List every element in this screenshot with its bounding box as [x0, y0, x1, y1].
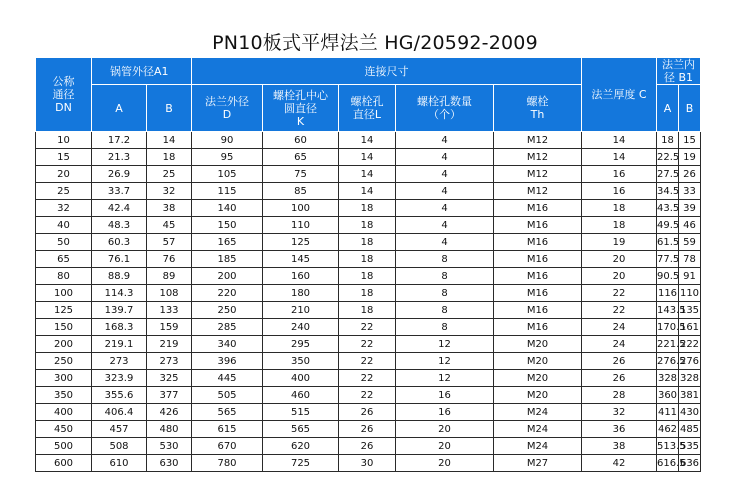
cell-flange-id-a: 49.5: [657, 217, 679, 234]
cell-pipe-od-a: 21.3: [92, 149, 147, 166]
cell-bolt-count: 20: [396, 438, 494, 455]
cell-bolt-circle: 565: [263, 421, 339, 438]
cell-flange-od: 150: [192, 217, 263, 234]
cell-bolt-thread: M27: [494, 455, 582, 472]
cell-bolt-thread: M12: [494, 183, 582, 200]
cell-flange-id-a: 411: [657, 404, 679, 421]
cell-flange-od: 340: [192, 336, 263, 353]
cell-flange-id-b: 535: [679, 438, 701, 455]
cell-flange-id-a: 616.5: [657, 455, 679, 472]
cell-flange-id-a: 143.5: [657, 302, 679, 319]
cell-flange-od: 105: [192, 166, 263, 183]
cell-bolt-hole: 18: [339, 302, 396, 319]
cell-bolt-count: 16: [396, 404, 494, 421]
cell-bolt-thread: M24: [494, 421, 582, 438]
cell-bolt-circle: 125: [263, 234, 339, 251]
cell-bolt-circle: 160: [263, 268, 339, 285]
cell-flange-id-b: 430: [679, 404, 701, 421]
cell-flange-id-a: 221.5: [657, 336, 679, 353]
cell-flange-od: 95: [192, 149, 263, 166]
cell-thickness: 14: [582, 132, 657, 149]
cell-bolt-hole: 18: [339, 200, 396, 217]
cell-flange-od: 250: [192, 302, 263, 319]
cell-bolt-circle: 75: [263, 166, 339, 183]
cell-bolt-thread: M16: [494, 217, 582, 234]
cell-dn: 350: [36, 387, 92, 404]
header-pipe-od-a: A: [92, 85, 147, 132]
table-row: [36, 302, 701, 319]
cell-bolt-count: 8: [396, 302, 494, 319]
cell-bolt-hole: 14: [339, 166, 396, 183]
cell-pipe-od-b: 273: [147, 353, 192, 370]
cell-bolt-count: 12: [396, 353, 494, 370]
cell-pipe-od-b: 108: [147, 285, 192, 302]
cell-bolt-hole: 22: [339, 387, 396, 404]
cell-pipe-od-b: 38: [147, 200, 192, 217]
table-row: [36, 370, 701, 387]
cell-thickness: 24: [582, 319, 657, 336]
cell-bolt-circle: 180: [263, 285, 339, 302]
cell-pipe-od-a: 88.9: [92, 268, 147, 285]
cell-flange-od: 780: [192, 455, 263, 472]
cell-bolt-count: 8: [396, 251, 494, 268]
cell-flange-id-b: 636: [679, 455, 701, 472]
cell-pipe-od-a: 457: [92, 421, 147, 438]
cell-flange-od: 670: [192, 438, 263, 455]
cell-dn: 150: [36, 319, 92, 336]
table-row: [36, 319, 701, 336]
cell-pipe-od-b: 159: [147, 319, 192, 336]
cell-bolt-thread: M16: [494, 234, 582, 251]
cell-bolt-circle: 60: [263, 132, 339, 149]
cell-bolt-count: 20: [396, 455, 494, 472]
cell-bolt-thread: M12: [494, 132, 582, 149]
cell-bolt-hole: 14: [339, 183, 396, 200]
cell-flange-id-b: 91: [679, 268, 701, 285]
cell-pipe-od-a: 219.1: [92, 336, 147, 353]
cell-flange-id-b: 39: [679, 200, 701, 217]
cell-thickness: 28: [582, 387, 657, 404]
cell-bolt-hole: 26: [339, 438, 396, 455]
header-flange-id: 法兰内径 B1: [657, 58, 701, 85]
cell-flange-id-a: 34.5: [657, 183, 679, 200]
cell-bolt-hole: 22: [339, 370, 396, 387]
cell-bolt-circle: 85: [263, 183, 339, 200]
cell-pipe-od-a: 48.3: [92, 217, 147, 234]
cell-bolt-thread: M20: [494, 336, 582, 353]
cell-pipe-od-a: 323.9: [92, 370, 147, 387]
cell-bolt-hole: 30: [339, 455, 396, 472]
cell-flange-od: 165: [192, 234, 263, 251]
cell-flange-id-a: 77.5: [657, 251, 679, 268]
header-pipe-od-b: B: [147, 85, 192, 132]
cell-bolt-thread: M12: [494, 149, 582, 166]
cell-bolt-hole: 18: [339, 217, 396, 234]
cell-flange-id-a: 18: [657, 132, 679, 149]
cell-bolt-thread: M16: [494, 302, 582, 319]
cell-dn: 40: [36, 217, 92, 234]
cell-bolt-hole: 22: [339, 336, 396, 353]
cell-flange-id-a: 22.5: [657, 149, 679, 166]
cell-flange-id-a: 61.5: [657, 234, 679, 251]
cell-bolt-circle: 460: [263, 387, 339, 404]
cell-bolt-count: 4: [396, 183, 494, 200]
cell-pipe-od-b: 25: [147, 166, 192, 183]
cell-bolt-count: 4: [396, 234, 494, 251]
cell-pipe-od-b: 530: [147, 438, 192, 455]
cell-flange-od: 200: [192, 268, 263, 285]
cell-bolt-hole: 22: [339, 353, 396, 370]
cell-bolt-circle: 240: [263, 319, 339, 336]
cell-flange-od: 445: [192, 370, 263, 387]
table-row: [36, 268, 701, 285]
cell-dn: 450: [36, 421, 92, 438]
page-title: PN10板式平焊法兰 HG/20592-2009: [212, 32, 538, 54]
cell-dn: 20: [36, 166, 92, 183]
cell-pipe-od-b: 630: [147, 455, 192, 472]
cell-bolt-count: 4: [396, 166, 494, 183]
table-body: [36, 132, 701, 472]
cell-flange-od: 505: [192, 387, 263, 404]
cell-bolt-circle: 725: [263, 455, 339, 472]
cell-bolt-count: 20: [396, 421, 494, 438]
cell-flange-id-a: 360: [657, 387, 679, 404]
cell-pipe-od-b: 57: [147, 234, 192, 251]
cell-dn: 400: [36, 404, 92, 421]
cell-pipe-od-b: 133: [147, 302, 192, 319]
cell-flange-od: 185: [192, 251, 263, 268]
cell-thickness: 18: [582, 200, 657, 217]
table-row: [36, 217, 701, 234]
cell-pipe-od-b: 18: [147, 149, 192, 166]
cell-flange-id-b: 276: [679, 353, 701, 370]
cell-flange-id-a: 116: [657, 285, 679, 302]
cell-pipe-od-a: 60.3: [92, 234, 147, 251]
cell-flange-id-b: 161: [679, 319, 701, 336]
cell-flange-id-b: 110: [679, 285, 701, 302]
cell-pipe-od-b: 32: [147, 183, 192, 200]
cell-flange-od: 565: [192, 404, 263, 421]
cell-thickness: 36: [582, 421, 657, 438]
cell-flange-id-a: 90.5: [657, 268, 679, 285]
header-bolt-hole: 螺栓孔 直径L: [339, 85, 396, 132]
cell-pipe-od-a: 33.7: [92, 183, 147, 200]
cell-pipe-od-a: 355.6: [92, 387, 147, 404]
header-flange-id-b: B: [679, 85, 701, 132]
cell-bolt-count: 16: [396, 387, 494, 404]
table-row: [36, 421, 701, 438]
cell-pipe-od-a: 17.2: [92, 132, 147, 149]
cell-bolt-circle: 100: [263, 200, 339, 217]
cell-dn: 15: [36, 149, 92, 166]
header-flange-od: 法兰外径 D: [192, 85, 263, 132]
header-flange-id-a: A: [657, 85, 679, 132]
cell-dn: 50: [36, 234, 92, 251]
header-bolt-count: 螺栓孔数量 （个）: [396, 85, 494, 132]
cell-bolt-thread: M20: [494, 370, 582, 387]
cell-bolt-count: 8: [396, 319, 494, 336]
cell-bolt-thread: M16: [494, 200, 582, 217]
cell-dn: 80: [36, 268, 92, 285]
table-row: [36, 387, 701, 404]
cell-bolt-circle: 515: [263, 404, 339, 421]
cell-flange-id-b: 46: [679, 217, 701, 234]
cell-flange-id-a: 276.5: [657, 353, 679, 370]
cell-bolt-hole: 14: [339, 132, 396, 149]
cell-pipe-od-a: 42.4: [92, 200, 147, 217]
table-row: [36, 166, 701, 183]
flange-spec-table: [35, 57, 701, 472]
table-row: [36, 200, 701, 217]
cell-flange-id-b: 222: [679, 336, 701, 353]
cell-flange-id-b: 15: [679, 132, 701, 149]
cell-bolt-circle: 110: [263, 217, 339, 234]
cell-thickness: 22: [582, 302, 657, 319]
cell-pipe-od-b: 89: [147, 268, 192, 285]
cell-dn: 10: [36, 132, 92, 149]
cell-bolt-count: 4: [396, 200, 494, 217]
cell-dn: 250: [36, 353, 92, 370]
cell-thickness: 24: [582, 336, 657, 353]
cell-bolt-circle: 65: [263, 149, 339, 166]
cell-pipe-od-a: 139.7: [92, 302, 147, 319]
cell-flange-id-b: 135: [679, 302, 701, 319]
table-row: [36, 455, 701, 472]
cell-thickness: 16: [582, 166, 657, 183]
cell-bolt-thread: M12: [494, 166, 582, 183]
cell-thickness: 14: [582, 149, 657, 166]
cell-bolt-count: 12: [396, 336, 494, 353]
cell-bolt-hole: 18: [339, 234, 396, 251]
cell-bolt-thread: M20: [494, 353, 582, 370]
cell-bolt-count: 8: [396, 285, 494, 302]
cell-flange-id-a: 43.5: [657, 200, 679, 217]
cell-dn: 600: [36, 455, 92, 472]
cell-bolt-thread: M24: [494, 438, 582, 455]
cell-bolt-thread: M16: [494, 251, 582, 268]
cell-dn: 300: [36, 370, 92, 387]
table-row: [36, 353, 701, 370]
cell-pipe-od-a: 273: [92, 353, 147, 370]
cell-dn: 65: [36, 251, 92, 268]
cell-flange-id-b: 328: [679, 370, 701, 387]
cell-bolt-thread: M16: [494, 285, 582, 302]
cell-bolt-thread: M16: [494, 319, 582, 336]
cell-thickness: 20: [582, 268, 657, 285]
cell-flange-id-a: 328: [657, 370, 679, 387]
cell-flange-id-b: 59: [679, 234, 701, 251]
cell-pipe-od-b: 76: [147, 251, 192, 268]
cell-thickness: 26: [582, 353, 657, 370]
cell-bolt-circle: 400: [263, 370, 339, 387]
cell-pipe-od-b: 377: [147, 387, 192, 404]
table-row: [36, 404, 701, 421]
cell-dn: 100: [36, 285, 92, 302]
cell-bolt-circle: 620: [263, 438, 339, 455]
cell-bolt-hole: 22: [339, 319, 396, 336]
cell-flange-id-b: 19: [679, 149, 701, 166]
cell-bolt-count: 4: [396, 149, 494, 166]
cell-bolt-circle: 295: [263, 336, 339, 353]
cell-flange-od: 115: [192, 183, 263, 200]
cell-flange-id-b: 485: [679, 421, 701, 438]
cell-pipe-od-b: 45: [147, 217, 192, 234]
cell-dn: 500: [36, 438, 92, 455]
cell-flange-od: 140: [192, 200, 263, 217]
cell-bolt-count: 4: [396, 132, 494, 149]
cell-bolt-thread: M16: [494, 268, 582, 285]
cell-pipe-od-b: 325: [147, 370, 192, 387]
cell-bolt-count: 4: [396, 217, 494, 234]
cell-flange-id-a: 462: [657, 421, 679, 438]
cell-pipe-od-a: 610: [92, 455, 147, 472]
cell-bolt-count: 8: [396, 268, 494, 285]
cell-thickness: 42: [582, 455, 657, 472]
cell-dn: 32: [36, 200, 92, 217]
table-row: [36, 183, 701, 200]
cell-flange-od: 396: [192, 353, 263, 370]
cell-bolt-circle: 210: [263, 302, 339, 319]
cell-flange-od: 615: [192, 421, 263, 438]
cell-flange-od: 285: [192, 319, 263, 336]
table-row: [36, 336, 701, 353]
cell-flange-id-b: 33: [679, 183, 701, 200]
cell-flange-id-b: 78: [679, 251, 701, 268]
header-connection: 连接尺寸: [192, 58, 582, 85]
cell-pipe-od-a: 508: [92, 438, 147, 455]
table-row: [36, 149, 701, 166]
cell-pipe-od-b: 426: [147, 404, 192, 421]
cell-bolt-hole: 18: [339, 251, 396, 268]
cell-pipe-od-a: 406.4: [92, 404, 147, 421]
cell-pipe-od-a: 76.1: [92, 251, 147, 268]
cell-bolt-circle: 350: [263, 353, 339, 370]
cell-thickness: 19: [582, 234, 657, 251]
cell-flange-od: 90: [192, 132, 263, 149]
cell-bolt-hole: 26: [339, 421, 396, 438]
cell-bolt-count: 12: [396, 370, 494, 387]
cell-bolt-hole: 18: [339, 285, 396, 302]
cell-dn: 25: [36, 183, 92, 200]
cell-flange-id-a: 513.5: [657, 438, 679, 455]
cell-pipe-od-a: 114.3: [92, 285, 147, 302]
cell-thickness: 32: [582, 404, 657, 421]
cell-dn: 200: [36, 336, 92, 353]
cell-flange-id-b: 26: [679, 166, 701, 183]
cell-thickness: 38: [582, 438, 657, 455]
cell-pipe-od-b: 14: [147, 132, 192, 149]
cell-pipe-od-a: 26.9: [92, 166, 147, 183]
cell-bolt-hole: 14: [339, 149, 396, 166]
table-row: [36, 234, 701, 251]
cell-pipe-od-b: 480: [147, 421, 192, 438]
table-row: [36, 438, 701, 455]
cell-thickness: 26: [582, 370, 657, 387]
table-row: [36, 251, 701, 268]
cell-flange-id-b: 381: [679, 387, 701, 404]
cell-thickness: 22: [582, 285, 657, 302]
cell-bolt-thread: M20: [494, 387, 582, 404]
header-dn: 公称 通径 DN: [36, 58, 92, 132]
header-bolt-thread: 螺栓 Th: [494, 85, 582, 132]
header-pipe-od: 锅管外径A1: [92, 58, 192, 85]
cell-pipe-od-a: 168.3: [92, 319, 147, 336]
cell-bolt-hole: 18: [339, 268, 396, 285]
cell-flange-od: 220: [192, 285, 263, 302]
cell-thickness: 20: [582, 251, 657, 268]
table-row: [36, 285, 701, 302]
cell-bolt-hole: 26: [339, 404, 396, 421]
header-bolt-circle: 螺栓孔中心 圆直径 K: [263, 85, 339, 132]
cell-flange-id-a: 27.5: [657, 166, 679, 183]
cell-bolt-circle: 145: [263, 251, 339, 268]
cell-bolt-thread: M24: [494, 404, 582, 421]
cell-thickness: 18: [582, 217, 657, 234]
cell-dn: 125: [36, 302, 92, 319]
header-thickness: 法兰厚度 C: [582, 58, 657, 132]
cell-flange-id-a: 170.5: [657, 319, 679, 336]
cell-thickness: 16: [582, 183, 657, 200]
table-row: [36, 132, 701, 149]
cell-pipe-od-b: 219: [147, 336, 192, 353]
